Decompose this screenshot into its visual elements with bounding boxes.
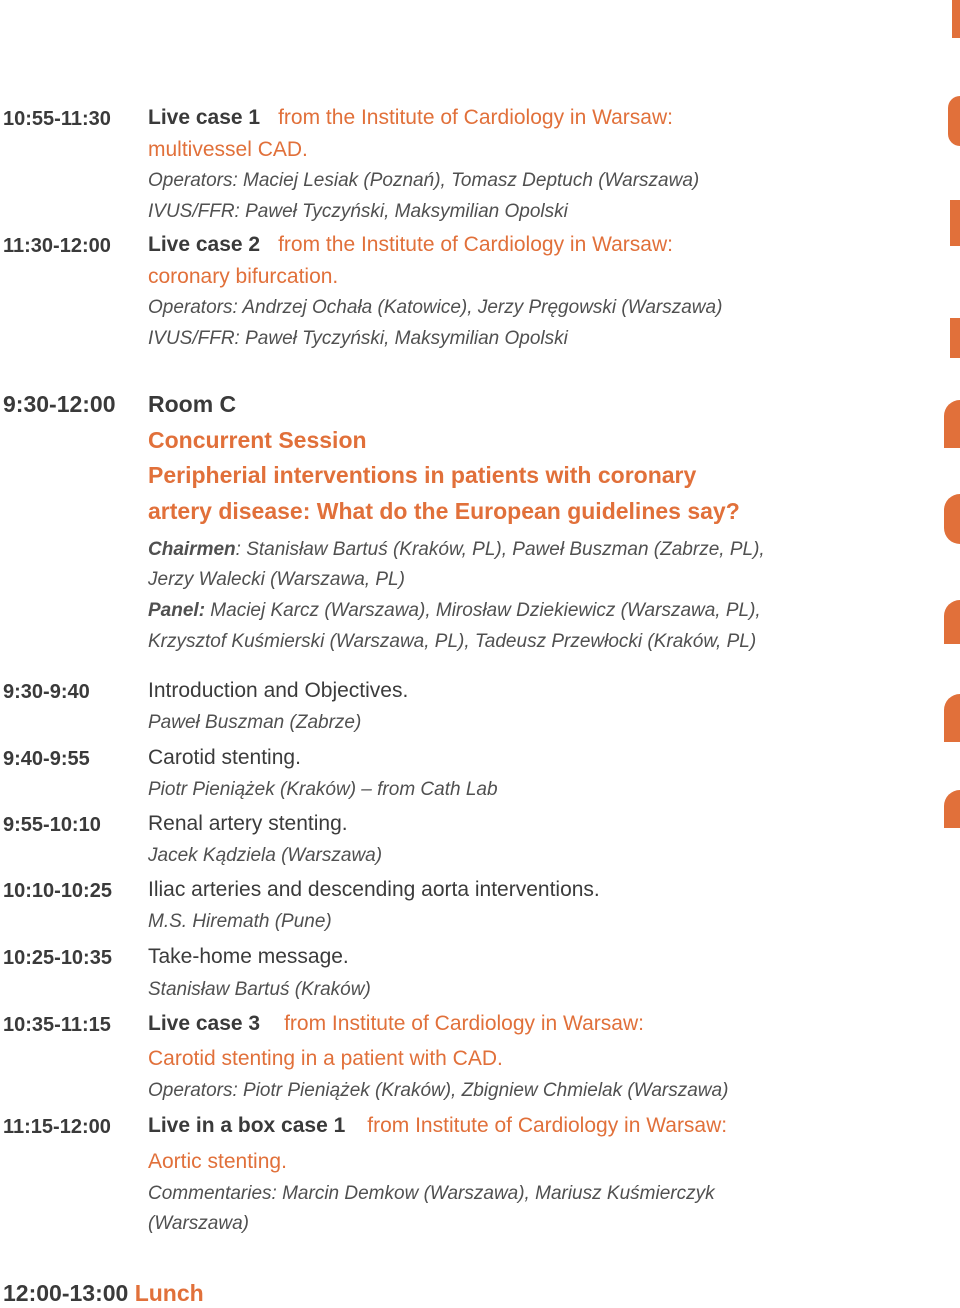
- talk-4-title: Iliac arteries and descending aorta interventions.: [148, 878, 600, 901]
- edge-decoration-6: [944, 494, 960, 544]
- talk-3-speaker: Jacek Kądziela (Warszawa): [148, 845, 383, 866]
- talk-2-title: Carotid stenting.: [148, 746, 301, 769]
- edge-decoration-5: [944, 400, 960, 448]
- talk-1-speaker: Paweł Buszman (Zabrze): [148, 712, 362, 733]
- live-case-1-source: from the Institute of Cardiology in Warsaw:: [278, 106, 673, 129]
- live-box-1-source: from Institute of Cardiology in Warsaw:: [367, 1114, 728, 1137]
- live-box-1-heading: [148, 1115, 727, 1136]
- live-case-2-operators: Operators: Andrzej Ochała (Katowice), Jerzy Pręgowski (Warszawa): [148, 297, 723, 318]
- talk-5-speaker: Stanisław Bartuś (Kraków): [148, 979, 371, 1000]
- live-box-1-topic: Aortic stenting.: [148, 1150, 287, 1173]
- live-case-3-time: 10:35-11:15: [3, 1014, 111, 1036]
- lunch-label: Lunch: [134, 1280, 204, 1306]
- talk-2-time: 9:40-9:55: [3, 748, 90, 770]
- session-title-line-2: artery disease: What do the European guidelines say?: [148, 498, 740, 524]
- chairmen-names: : Stanisław Bartuś (Kraków, PL), Paweł Buszman (Zabrze, PL),: [235, 539, 765, 560]
- live-case-3-operators: Operators: Piotr Pieniążek (Kraków), Zbigniew Chmielak (Warszawa): [148, 1080, 729, 1101]
- edge-decoration-2: [948, 96, 960, 146]
- live-case-3-label: Live case 3: [148, 1012, 261, 1035]
- live-case-2-label: Live case 2: [148, 233, 261, 256]
- panel-label: Panel:: [148, 600, 206, 621]
- lunch-time: 12:00-13:00: [3, 1280, 129, 1306]
- talk-4-time: 10:10-10:25: [3, 880, 112, 902]
- live-case-2-source: from the Institute of Cardiology in Warsaw:: [278, 233, 673, 256]
- talk-5-time: 10:25-10:35: [3, 947, 112, 969]
- live-box-1-commentaries-line-2: (Warszawa): [148, 1213, 249, 1234]
- live-case-1-label: Live case 1: [148, 106, 261, 129]
- live-case-3-source: from Institute of Cardiology in Warsaw:: [284, 1012, 644, 1035]
- live-case-3-topic: Carotid stenting in a patient with CAD.: [148, 1047, 503, 1070]
- talk-3-title: Renal artery stenting.: [148, 812, 348, 835]
- chairmen-line-2: Jerzy Walecki (Warszawa, PL): [148, 569, 405, 590]
- edge-decoration-8: [944, 694, 960, 742]
- panel-names: Maciej Karcz (Warszawa), Mirosław Dziekiewicz (Warszawa, PL),: [205, 600, 761, 621]
- live-case-2-heading: [148, 234, 673, 255]
- live-case-3-heading: [148, 1013, 644, 1034]
- live-case-1-time: 10:55-11:30: [3, 108, 111, 130]
- live-case-2-topic: coronary bifurcation.: [148, 265, 339, 288]
- live-box-1-time: 11:15-12:00: [3, 1116, 111, 1138]
- room-c-label: Room C: [148, 391, 237, 417]
- live-box-1-label: Live in a box case 1: [148, 1114, 346, 1137]
- edge-decoration-1: [952, 0, 960, 38]
- session-title-line-1: Peripherial interventions in patients with coronary: [148, 462, 697, 488]
- live-box-1-commentaries-line-1: Commentaries: Marcin Demkow (Warszawa), Mariusz Kuśmierczyk: [148, 1183, 715, 1204]
- talk-1-title: Introduction and Objectives.: [148, 679, 409, 702]
- talk-4-speaker: M.S. Hiremath (Pune): [148, 911, 332, 932]
- live-case-1-operators: Operators: Maciej Lesiak (Poznań), Tomasz Deptuch (Warszawa): [148, 170, 700, 191]
- session-type: Concurrent Session: [148, 427, 367, 453]
- panel-line-1: [148, 601, 761, 620]
- room-c-time: 9:30-12:00: [3, 391, 116, 417]
- live-case-1-ivus: IVUS/FFR: Paweł Tyczyński, Maksymilian Opolski: [148, 201, 568, 222]
- chairmen-line-1: [148, 540, 765, 559]
- live-case-1-topic: multivessel CAD.: [148, 138, 308, 161]
- edge-decoration-3: [950, 200, 960, 246]
- chairmen-label: Chairmen: [148, 539, 236, 560]
- talk-3-time: 9:55-10:10: [3, 814, 101, 836]
- live-case-2-time: 11:30-12:00: [3, 235, 111, 257]
- talk-1-time: 9:30-9:40: [3, 681, 90, 703]
- panel-line-2: Krzysztof Kuśmierski (Warszawa, PL), Tadeusz Przewłocki (Kraków, PL): [148, 631, 757, 652]
- edge-decoration-4: [950, 318, 960, 358]
- edge-decoration-7: [944, 600, 960, 644]
- live-case-2-ivus: IVUS/FFR: Paweł Tyczyński, Maksymilian Opolski: [148, 328, 568, 349]
- talk-2-speaker: Piotr Pieniążek (Kraków) – from Cath Lab: [148, 779, 498, 800]
- talk-5-title: Take-home message.: [148, 945, 349, 968]
- lunch-row: [3, 1282, 204, 1305]
- edge-decoration-9: [944, 790, 960, 828]
- live-case-1-heading: [148, 107, 673, 128]
